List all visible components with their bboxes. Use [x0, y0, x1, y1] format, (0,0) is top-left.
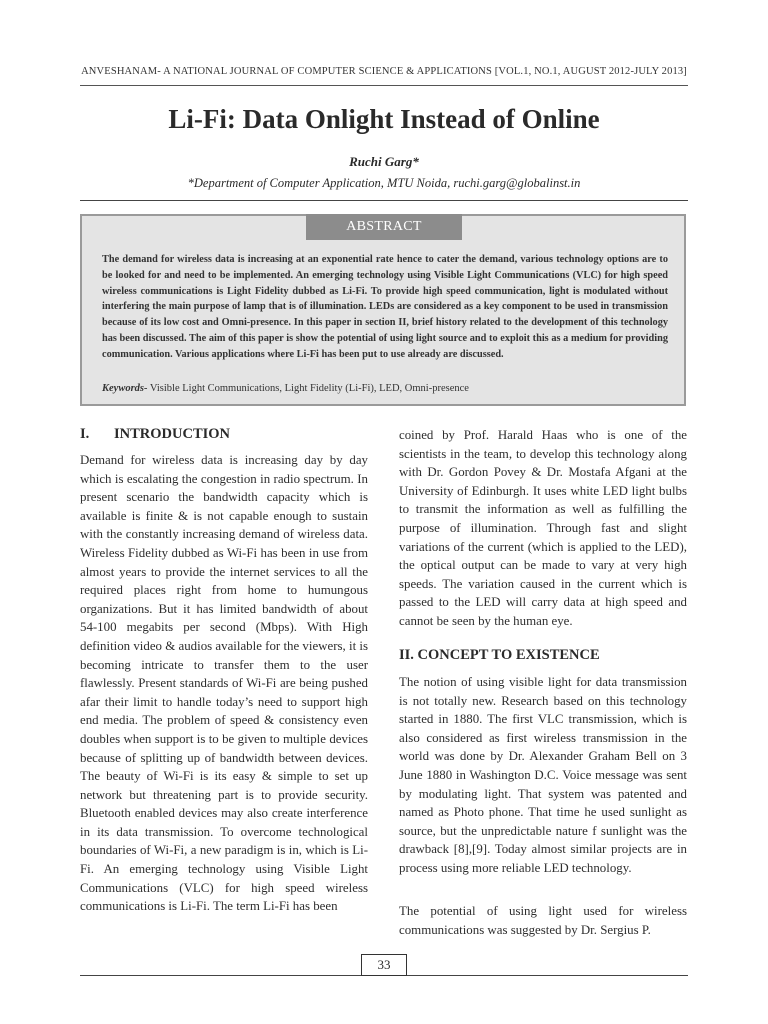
- paragraph: The potential of using light used for wireless communications was suggested by Dr. Sergius P.: [399, 904, 687, 937]
- affiliation-rule: [80, 200, 688, 201]
- section-title: INTRODUCTION: [114, 426, 231, 442]
- author-affiliation: *Department of Computer Application, MTU Noida, ruchi.garg@globalinst.in: [187, 176, 581, 190]
- keywords-line: [102, 383, 668, 394]
- paper-title: Li-Fi: Data Onlight Instead of Online: [168, 104, 600, 134]
- abstract-text: The demand for wireless data is increasing at an exponential rate hence to cater the demand, various technology options are to be looked for and need to be implemented. An emerging technology using Visible Light Communications (VLC) for high speed wireless communications is Light Fidelity dubbed as Li-Fi. To provide high speed communication, light is modulated without interfering the main purpose of lamp that is of illumination. LEDs are considered as a key component to be used in transmission because of its low cost and Omni-presence. In this paper in section II, brief history related to the development of this technology has been discussed. The aim of this paper is show the potential of using light source and to exploit this as a medium for providing communication. Various applications where Li-Fi has been put to use already are discussed.: [102, 254, 668, 360]
- introduction-continued: [399, 426, 687, 631]
- keywords-text: Visible Light Communications, Light Fidelity (Li-Fi), LED, Omni-presence: [147, 383, 469, 394]
- running-head: ANVESHANAM- A NATIONAL JOURNAL OF COMPUTER SCIENCE & APPLICATIONS [VOL.1, NO.1, AUGUST 2012-JULY 2013]: [81, 66, 687, 77]
- paragraph: The notion of using visible light for data transmission is not totally new. Research based on this technology started in 1880. The first VLC transmission, which is also considered as first wireless transmission in the world was done by Dr. Alexander Graham Bell on 3 June 1880 in Washington D.C. Voice message was sent by modulating light. That system was patented and named as Photo phone. That time he used sunlight as source, but the unpredictable nature f sunlight was the drawback [8],[9]. Today almost similar projects are in process using more reliable LED technology.: [399, 675, 687, 875]
- concept-body-continued: [399, 902, 687, 939]
- paragraph: Demand for wireless data is increasing day by day which is escalating the congestion in radio spectrum. In present scenario the bandwidth capacity which is available is finite & is not capable enough to sustain with the constantly increasing demand of wireless data. Wireless Fidelity dubbed as Wi-Fi has been in use from almost years to provide the internet services to all the required places right from home to humungous organizations. But it has limited bandwidth of about 54-100 megabits per second (Mbps). With High definition video & audios available for the viewers, it is becoming intricate to transfer them to the user flawlessly. Present standards of Wi-Fi are being pushed afar their limit to handle today’s need to support high end media. The problem of speed & consistency even doubles when support is to be given to multiple devices because of splitting up of bandwidth between devices. The beauty of Wi-Fi is its easy & simple to set up network but threatening part is to provide security. Bluetooth enabled devices may also create interference in its data transmission. To overcome technological boundaries of Wi-Fi, a new paradigm is in, which is Li-Fi. An emerging technology using Visible Light Communications (VLC) for high speed wireless communications is Li-Fi. The term Li-Fi has been: [80, 453, 368, 914]
- section-heading-concept: II. CONCEPT TO EXISTENCE: [399, 647, 600, 663]
- abstract-label: ABSTRACT: [306, 214, 462, 240]
- concept-body: [399, 673, 687, 878]
- keywords-label: Keywords-: [102, 383, 148, 394]
- paragraph: coined by Prof. Harald Haas who is one of the scientists in the team, to develop this technology along with Dr. Gordon Povey & Dr. Mostafa Afgani at the University of Edinburgh. It uses white LED light bulbs to transmit the information as well as fulfilling the purpose of illumination. Through fast and slight variations of the current (which is applied to the LED), the optical output can be made to vary at very high speeds. The variation caused in the current which is passed to the LED will carry data at high speed and cannot be seen by the human eye.: [399, 428, 687, 628]
- section-number: I.: [80, 426, 90, 442]
- header-rule: [80, 85, 688, 86]
- section-heading-introduction: [80, 426, 230, 443]
- author-name: Ruchi Garg*: [349, 154, 419, 169]
- page-number: 33: [361, 954, 407, 976]
- introduction-body: [80, 451, 368, 916]
